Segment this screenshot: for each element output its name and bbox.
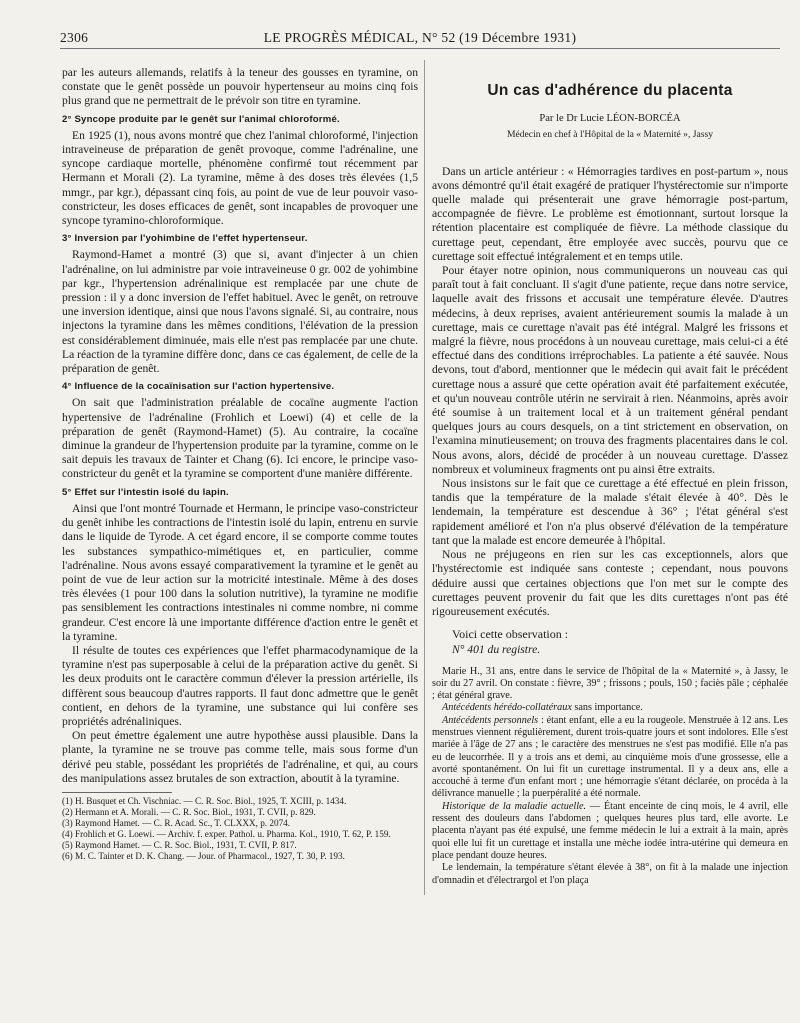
register-number: N° 401 du registre. bbox=[452, 643, 541, 657]
footnote-rule bbox=[62, 792, 172, 793]
paragraph: Il résulte de toutes ces expériences que l'effet pharmacodynamique de la tyramine n'est pas superposable à celui de la préparation active du genêt. Si les deux produits ont le caractère commun d'élever la pression artérielle, ils diffèrent sous beaucoup d'autres rapports. Il faut donc admettre que le genêt contient, en dehors de la tyramine, une substance qui lui confère ses propriétés adrénaliniques. bbox=[62, 643, 418, 728]
right-column bbox=[432, 66, 788, 887]
paragraph: Pour étayer notre opinion, nous communiquerons un nouveau cas qui paraît tout à fait concluant. Il s'agit d'une patiente, reçue dans notre service, laquelle avait des frissons et accusait une température élevée. D'autres médecins, à deux reprises, avaient antérieurement soumis la malade à un curettage, mais ce curettage n'avait pas été intégral. Malgré les frissons et malgré la fièvre, nous procédons à un nouveau curettage, mais celui-ci a été effectué dans des conditions irréprochables. La patiente a été sauvée. Nous devons, tout d'abord, mentionner que le médecin qui avait fait le précédent curettage nous a assuré que cette opération avait été parfaitement exécutée, et qu'un nouveau contrôle utérin ne servirait à rien. Néanmoins, après avoir été soumise à un traitement local et à un traitement général pendant quelques jours au cours desquels, on a tint strictement en observation, on l'examina minutieusement; on trouva des fragments placentaires dans le col. Nous avons, alors, décidé de procéder à un nouveau curettage. D'assez nombreux et volumineux fragments ont pu ainsi être extraits. bbox=[432, 264, 788, 476]
footnote: (3) Raymond Hamet. — C. R. Acad. Sc., T. CLXXX, p. 2074. bbox=[62, 817, 291, 828]
observation-paragraph: Le lendemain, la température s'étant élevée à 38°, on fit à la malade une injection d'omnadin et d'électrargol et l'on plaça bbox=[432, 862, 788, 886]
column-divider bbox=[424, 60, 425, 895]
footnote: (6) M. C. Tainter et D. K. Chang. — Jour. of Pharmacol., 1927, T. 30, P. 193. bbox=[62, 850, 345, 861]
footnote: (4) Frohlich et G. Loewi. — Archiv. f. exper. Pathol. u. Pharma. Kol., 1910, T. 62, P. 159. bbox=[62, 828, 391, 839]
footnote: (1) H. Busquet et Ch. Vischniac. — C. R. Soc. Biol., 1925, T. XCIII, p. 1434. bbox=[62, 795, 347, 806]
section-heading: 4° Influence de la cocaïnisation sur l'action hypertensive. bbox=[62, 381, 335, 393]
observation-label: Historique de la maladie actuelle. bbox=[442, 800, 587, 812]
section-heading: 2° Syncope produite par le genêt sur l'animal chloroformé. bbox=[62, 113, 340, 125]
journal-title: LE PROGRÈS MÉDICAL, N° 52 (19 Décembre 1931) bbox=[263, 30, 577, 45]
paragraph: Nous ne préjugeons en rien sur les cas exceptionnels, alors que l'hystérectomie est indiquée sans conteste ; cependant, nous pouvons déduire aussi que certaines objections que l'on met sur le compte des curettages peuvent provenir du fait que les dits curettages n'ont pas été rigoureusement exécutés. bbox=[432, 548, 788, 618]
paragraph: Ainsi que l'ont montré Tournade et Hermann, le principe vaso-constricteur du genêt inhibe les contractions de l'intestin isolé du lapin, entrenu en survie dans le liquide de Tyrode. A cet égard encore, il se comporte comme toutes les substances sympathico-mimétiques et, en particulier, comme l'adrénaline. Nous avons essayé comparativement la tyramine et le genêt au point de vue de leur action sur la motricité intestinale. Même à des doses très élevées (1 pour 100 dans la solution nutritive), la tyramine ne modifie pas sensiblement les contractions intestinales ni comme nombre, ni comme grandeur. C'est encore là une importante différence d'action entre le genêt et la tyramine. bbox=[62, 501, 418, 643]
affiliation: Médecin en chef à l'Hôpital de la « Maternité », Jassy bbox=[506, 129, 714, 141]
observation-label: Antécédents hérédo-collatéraux bbox=[442, 702, 572, 714]
article-title: Un cas d'adhérence du placenta bbox=[487, 82, 733, 99]
byline: Par le Dr Lucie LÉON-BORCÉA bbox=[539, 113, 681, 125]
section-heading: 5° Effet sur l'intestin isolé du lapin. bbox=[62, 486, 229, 498]
observation-paragraph: Marie H., 31 ans, entre dans le service de l'hôpital de la « Maternité », à Jassy, le soir du 27 avril. On constate : fièvre, 39° ; frissons ; pouls, 150 ; faciès pâle ; céphalée ; état général grave. bbox=[432, 665, 788, 702]
observation-paragraph: Historique de la maladie actuelle. — Étant enceinte de cinq mois, le 4 avril, elle ressent des douleurs dans l'abdomen ; quelques heures plus tard, elle avorte. Le placenta n'ayant pas été expulsé, une femme médecin le lui a extrait à la main, après quoi elle lui fit un curettage et installa une mèche iodée intra-utérine qui demeura en place pendant douze heures. bbox=[432, 800, 788, 861]
left-column bbox=[62, 66, 418, 862]
footnote: (5) Raymond Hamet. — C. R. Soc. Biol., 1931, T. CVII, P. 817. bbox=[62, 839, 297, 850]
observation-paragraph: Antécédents personnels : étant enfant, elle a eu la rougeole. Menstruée à 12 ans. Les menstrues viennent régulièrement, durent trois-quatre jours et sont indolores. Elle s'est mariée à l'âge de 27 ans ; le caractère des menstrues ne s'est pas modifié. Elle n'a pas eu de leucorrhée. Il y a trois ans et demi, au cinquième mois d'une grossesse, elle a avorté spontanément. On lui fit un curettage instrumental. Il y a deux ans, elle a accouché à terme d'un enfant mort ; une hémorragie s'étant déclarée, on procéda à la délivrance manuelle ; la puerpéralité a été normale. bbox=[432, 714, 788, 800]
paragraph: Dans un article antérieur : « Hémorragies tardives en post-partum », nous avons démontré qu'il était exagéré de pratiquer l'hystérectomie sur n'importe quelle malade qui présenterait une grave hémorragie post-partum, accompagnée de fièvre. Le problème est émotionnant, surtout lorsque la rétention placentaire est compliquée de fièvre. La méthode classique du curettage peut, cependant, être employée avec succès, pourvu que ce curettage soit effectué intégralement et en temps utile. bbox=[432, 164, 788, 263]
paragraph: Nous insistons sur le fait que ce curettage a été effectué en plein frisson, tandis que la température de la malade s'était élevée à 40°. Dès le lendemain, la température est descendue à 36° ; l'état général s'est rapidement amélioré et l'on n'a plus observé d'élévation de la température tant que la malade est encore demeurée à l'hôpital. bbox=[432, 477, 788, 547]
page-header bbox=[60, 28, 780, 49]
paragraph: On peut émettre également une autre hypothèse aussi plausible. Dans la plante, la tyramine ne se trouve pas comme telle, mais sous forme d'un dérivé peu stable, possédant les propriétés de l'adrénaline, et qui, au cours des manipulations assez brutales de son extraction, aboutit à la tyramine. bbox=[62, 729, 418, 785]
observation-intro: Voici cette observation : bbox=[452, 627, 569, 642]
paragraph: En 1925 (1), nous avons montré que chez l'animal chloroformé, l'injection intraveineuse de préparation de genêt provoque, comme l'adrénaline, une syncope cardiaque mortelle, phénomène confirmé tout récemment par Hermann et Morali (2). La tyramine, même à des doses très élevées (1,5 mmgr., par kgr.), dépassant cinq fois, au point de vue de leur pouvoir vaso-constricteur, les doses efficaces de genêt, sont incapables de provoquer une syncope tyramino-chloroformique. bbox=[62, 128, 418, 228]
observation-label: Antécédents personnels bbox=[442, 714, 539, 726]
footnote: (2) Hermann et A. Morali. — C. R. Soc. Biol., 1931, T. CVII, p. 829. bbox=[62, 806, 316, 817]
page-number: 2306 bbox=[60, 30, 89, 45]
section-heading: 3° Inversion par l'yohimbine de l'effet hypertenseur. bbox=[62, 233, 308, 245]
observation-paragraph: Antécédents hérédo-collatéraux sans importance. bbox=[442, 702, 643, 714]
paragraph: Raymond-Hamet a montré (3) que si, avant d'injecter à un chien l'adrénaline, on lui administre par voie intraveineuse 0 gr. 002 de yohimbine par kgr., l'hypertension adrénalinique est remplacée par une chute de pression : il y a donc inversion de l'effet habituel. Avec le genêt, on retrouve une inversion identique, ainsi que nous l'avons signalé. Si, au contraire, nous injectons la tyramine dans les mêmes conditions, l'élévation de la pression est considérablement diminuée, mais elle n'est pas remplacée par une chute. La réaction de la tyramine diffère donc, dans ce cas également, de celle de la préparation de genêt. bbox=[62, 248, 418, 376]
paragraph: par les auteurs allemands, relatifs à la teneur des gousses en tyramine, on constate que le genêt possède un pouvoir hypertenseur au moins cinq fois plus grand que ne permettrait de le prévoir son titre en tyramine. bbox=[62, 66, 418, 108]
paragraph: On sait que l'administration préalable de cocaïne augmente l'action hypertensive de l'adrénaline (Frohlich et Loewi) (4) et celle de la préparation de genêt (Raymond-Hamet) (5). Au contraire, la cocaïne diminue la grandeur de l'hypertension produite par la tyramine, comme on le sait depuis les travaux de Tainter et Chang (6). Ici encore, le principe vaso-constricteur du genêt et la tyramine se comportent d'une manière différente. bbox=[62, 396, 418, 481]
